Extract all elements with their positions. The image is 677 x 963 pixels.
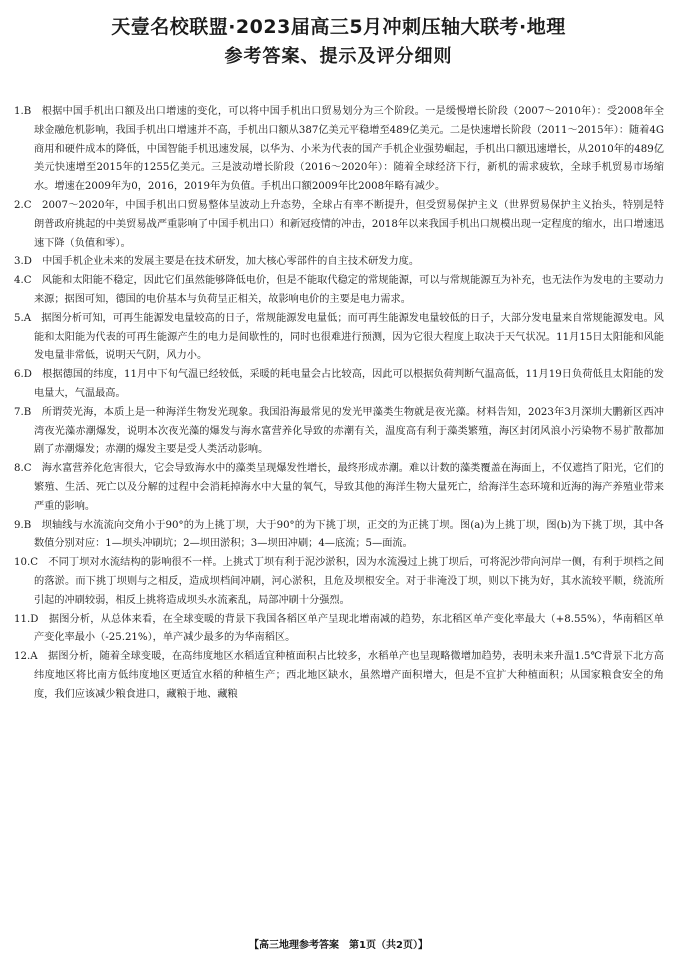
page-footer: 【高三地理参考答案 第1页（共2页）】 — [249, 940, 428, 951]
answer-item-5: 5.A 据图分析可知，可再生能源发电量较高的日子，常规能源发电量低；而可再生能源发电量较低的日子，大部分发电量来自常规能源发电。风能和太阳能为代表的可再生能源产生的电力是间歇性的，同时也很难进行预测，因为它很大程度上取决于天气状况。11月15日太阳能和风能发电量非常低，说明天气阴，风力小。 — [14, 312, 664, 362]
answer-item-4: 4.C 风能和太阳能不稳定，因此它们虽然能够降低电价，但是不能取代稳定的常规能源，可以与常规能源互为补充，也无法作为发电的主要动力来源；据图可知，德国的电价基本与负荷呈正相关，故影响电价的主要是电力需求。 — [14, 275, 664, 305]
answer-item-10: 10.C 不同丁坝对水流结构的影响很不一样。上挑式丁坝有利于泥沙淤积，因为水流漫过上挑丁坝后，可将泥沙带向河岸一侧，有利于坝档之间的落淤。而下挑丁坝则与之相反，造成坝档间冲刷，河心淤积，且危及坝根安全。对于非淹没丁坝，则以下挑为好，其水流较平顺，绕流所引起的冲刷较弱，相反上挑将造成坝头水流紊乱，局部冲刷十分强烈。 — [14, 557, 664, 606]
answer-item-9: 9.B 坝轴线与水流流向交角小于90°的为上挑丁坝，大于90°的为下挑丁坝，正交的为正挑丁坝。图(a)为上挑丁坝，图(b)为下挑丁坝，其中各数值分别对应：1—坝头冲刷坑；2—坝田淤积；3—坝田冲刷；4—底流；5—面流。 — [14, 519, 664, 550]
answer-item-12: 12.A 据图分析，随着全球变暖，在高纬度地区水稻适宜种植面积占比较多，水稻单产也呈现略微增加趋势，表明未来升温1.5℃背景下北方高纬度地区将比南方低纬度地区更适宜水稻的种植生产；西北地区缺水，虽然增产面积增大，但是不宜扩大种植面积；从国家粮食安全的角度，我们应该减少粮食进口，藏粮于地、藏粮 — [14, 651, 664, 700]
answer-item-2: 2.C 2007～2020年，中国手机出口贸易整体呈波动上升态势，全球占有率不断提升，但受贸易保护主义（世界贸易保护主义抬头，特别是特朗普政府挑起的中美贸易战严重影响了中国手机出口）和新冠疫情的冲击，2018年以来我国手机出口规模出现一定程度的缩水，出口增速迅速下降（负值和零）。 — [14, 199, 664, 249]
answer-item-11: 11.D 据图分析，从总体来看，在全球变暖的背景下我国各稻区单产呈现北增南减的趋势，东北稻区单产变化率最大（+8.55%），华南稻区单产变化率最小（-25.21%），单产减少最多的为华南稻区。 — [14, 613, 664, 644]
answer-item-6: 6.D 根据德国的纬度，11月中下旬气温已经较低，采暖的耗电量会占比较高，因此可以根据负荷判断气温高低，11月19日负荷低且太阳能的发电量大，气温最高。 — [14, 369, 664, 399]
answer-item-7: 7.B 所谓荧光海，本质上是一种海洋生物发光现象。我国沿海最常见的发光甲藻类生物就是夜光藻。材料告知，2023年3月深圳大鹏新区西冲湾夜光藻赤潮爆发，说明本次夜光藻的爆发与海水富营养化导致的赤潮有关，温度高有利于藻类繁殖，海区封闭风浪小污染物不易扩散都加剧了赤潮爆发；赤潮的爆发主要是受人类活动影响。 — [14, 406, 664, 456]
answer-item-3: 3.D 中国手机企业未来的发展主要是在技术研发，加大核心零部件的自主技术研发力度。 — [14, 256, 420, 268]
document-title: 天壹名校联盟·2023届高三5月冲刺压轴大联考·地理 — [111, 16, 566, 38]
answer-list — [14, 103, 664, 705]
document-subtitle: 参考答案、提示及评分细则 — [224, 46, 453, 67]
answer-item-1: 1.B 根据中国手机出口额及出口增速的变化，可以将中国手机出口贸易划分为三个阶段。一是缓慢增长阶段（2007～2010年）：受2008年全球金融危机影响，我国手机出口增速并不高，手机出口额从387亿美元平稳增至489亿美元。二是快速增长阶段（2011～2015年）：随着4G商用和硬件成本的降低，中国智能手机迅速发展，以华为、小米为代表的国产手机企业强势崛起，手机出口额迅速增长，从2010年的489亿美元快速增至2015年的1255亿美元。三是波动增长阶段（2016～2020年）：随着全球经济下行，新机的需求疲软，全球手机贸易市场缩水。增速在2009年为0，2016，2019年为负值。手机出口额2009年比2008年略有减少。 — [14, 106, 665, 193]
answer-item-8: 8.C 海水富营养化危害很大，它会导致海水中的藻类呈现爆发性增长，最终形成赤潮。难以计数的藻类覆盖在海面上，不仅遮挡了阳光，它们的繁殖、生活、死亡以及分解的过程中会消耗掉海水中大量的氧气，导致其他的海洋生物大量死亡，给海洋生态环境和近海的海产养殖业带来严重的影响。 — [14, 463, 664, 512]
